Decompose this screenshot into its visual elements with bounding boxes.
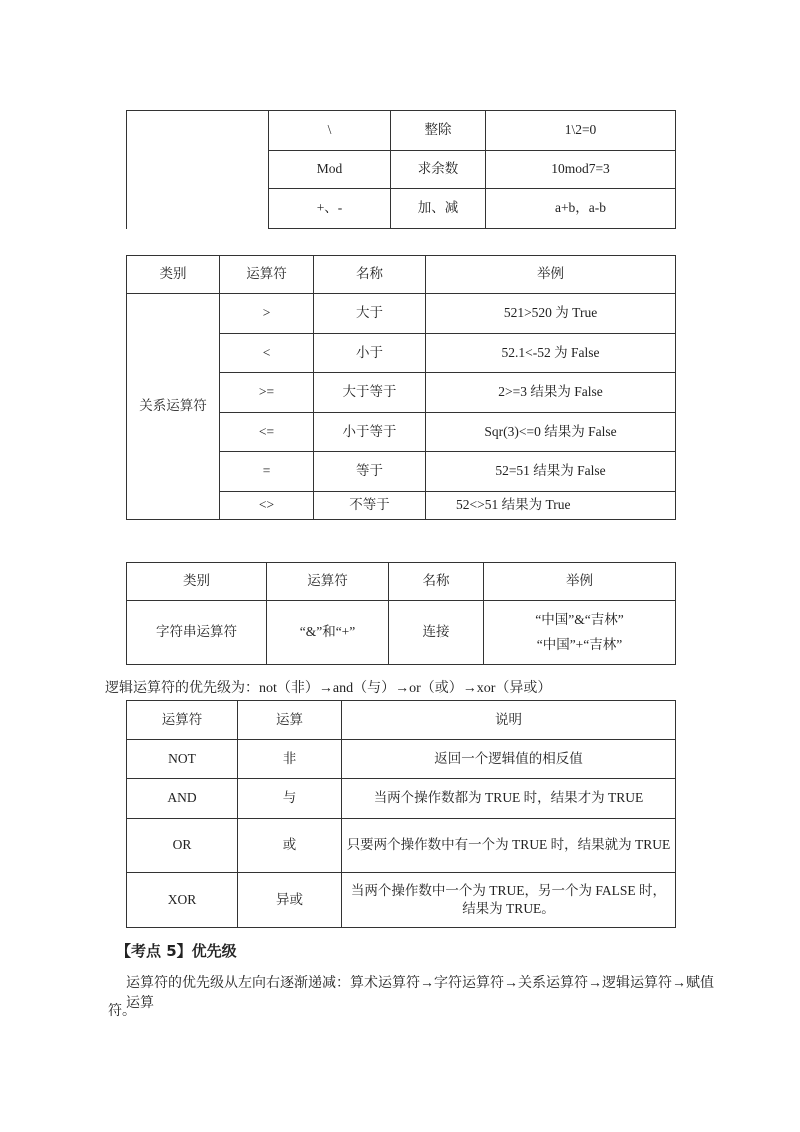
section-heading: 【考点 5】优先级 xyxy=(116,942,237,960)
operation-cell: 非 xyxy=(238,740,342,779)
table-row xyxy=(127,740,676,779)
name-cell: 等于 xyxy=(314,452,426,492)
operator-cell: > xyxy=(220,294,314,334)
name-cell: 小于等于 xyxy=(314,413,426,452)
operator-cell: OR xyxy=(127,819,238,873)
operator-cell: +、- xyxy=(269,189,391,229)
header-operator: 运算符 xyxy=(267,563,389,601)
name-cell: 加、减 xyxy=(391,189,486,229)
table-row xyxy=(127,779,676,819)
operator-cell: XOR xyxy=(127,873,238,928)
logical-priority-intro: 逻辑运算符的优先级为：not（非）→and（与）→or（或）→xor（异或） xyxy=(105,681,552,696)
operator-cell: <> xyxy=(220,492,314,520)
example-cell xyxy=(484,601,676,665)
example-cell: 52.1<-52 为 False xyxy=(426,334,676,373)
description-cell: 当两个操作数中一个为 TRUE，另一个为 FALSE 时，结果为 TRUE。 xyxy=(342,873,676,928)
operation-cell: 异或 xyxy=(238,873,342,928)
operator-cell: “&”和“+” xyxy=(267,601,389,665)
header-example: 举例 xyxy=(484,563,676,601)
category-cell-empty xyxy=(127,111,269,229)
name-cell: 大于 xyxy=(314,294,426,334)
description-cell: 只要两个操作数中有一个为 TRUE 时，结果就为 TRUE xyxy=(342,819,676,873)
operator-cell: = xyxy=(220,452,314,492)
operator-cell: >= xyxy=(220,373,314,413)
name-cell: 小于 xyxy=(314,334,426,373)
table-row xyxy=(127,873,676,928)
name-cell: 求余数 xyxy=(391,151,486,189)
category-cell: 字符串运算符 xyxy=(127,601,267,665)
name-cell: 连接 xyxy=(389,601,484,665)
example-line: “中国”&“吉林” xyxy=(535,612,624,628)
header-name: 名称 xyxy=(314,256,426,294)
table-row xyxy=(127,294,676,334)
operator-cell: < xyxy=(220,334,314,373)
example-cell: a+b，a-b xyxy=(486,189,676,229)
table-row xyxy=(127,111,676,151)
example-cell: Sqr(3)<=0 结果为 False xyxy=(426,413,676,452)
header-operator: 运算符 xyxy=(127,701,238,740)
operator-cell: NOT xyxy=(127,740,238,779)
header-example: 举例 xyxy=(426,256,676,294)
name-cell: 大于等于 xyxy=(314,373,426,413)
example-line: “中国”+“吉林” xyxy=(536,636,623,652)
table-header-row xyxy=(127,563,676,601)
arithmetic-operators-table-continued xyxy=(126,110,676,229)
header-category: 类别 xyxy=(127,256,220,294)
operation-cell: 或 xyxy=(238,819,342,873)
example-cell: 1\2=0 xyxy=(486,111,676,151)
operator-cell: \ xyxy=(269,111,391,151)
header-category: 类别 xyxy=(127,563,267,601)
description-cell: 当两个操作数都为 TRUE 时，结果才为 TRUE xyxy=(342,779,676,819)
example-cell: 52<>51 结果为 True xyxy=(426,492,676,520)
header-name: 名称 xyxy=(389,563,484,601)
priority-paragraph-line-1: 运算符的优先级从左向右逐渐递减：算术运算符→字符运算符→关系运算符→逻辑运算符→赋值运算 xyxy=(126,976,714,1011)
description-cell: 返回一个逻辑值的相反值 xyxy=(342,740,676,779)
table-header-row xyxy=(127,701,676,740)
table-row xyxy=(127,601,676,665)
relational-operators-table xyxy=(126,255,676,520)
category-cell: 关系运算符 xyxy=(127,294,220,520)
operator-cell: <= xyxy=(220,413,314,452)
header-operation: 运算 xyxy=(238,701,342,740)
logical-operators-table xyxy=(126,700,676,928)
operation-cell: 与 xyxy=(238,779,342,819)
priority-paragraph-line-2: 符。 xyxy=(108,1004,136,1019)
name-cell: 整除 xyxy=(391,111,486,151)
operator-cell: AND xyxy=(127,779,238,819)
example-cell: 10mod7=3 xyxy=(486,151,676,189)
header-description: 说明 xyxy=(342,701,676,740)
operator-cell: Mod xyxy=(269,151,391,189)
table-row xyxy=(127,819,676,873)
example-cell: 52=51 结果为 False xyxy=(426,452,676,492)
example-cell: 2>=3 结果为 False xyxy=(426,373,676,413)
header-operator: 运算符 xyxy=(220,256,314,294)
table-header-row xyxy=(127,256,676,294)
string-operators-table xyxy=(126,562,676,665)
example-cell: 521>520 为 True xyxy=(426,294,676,334)
name-cell: 不等于 xyxy=(314,492,426,520)
